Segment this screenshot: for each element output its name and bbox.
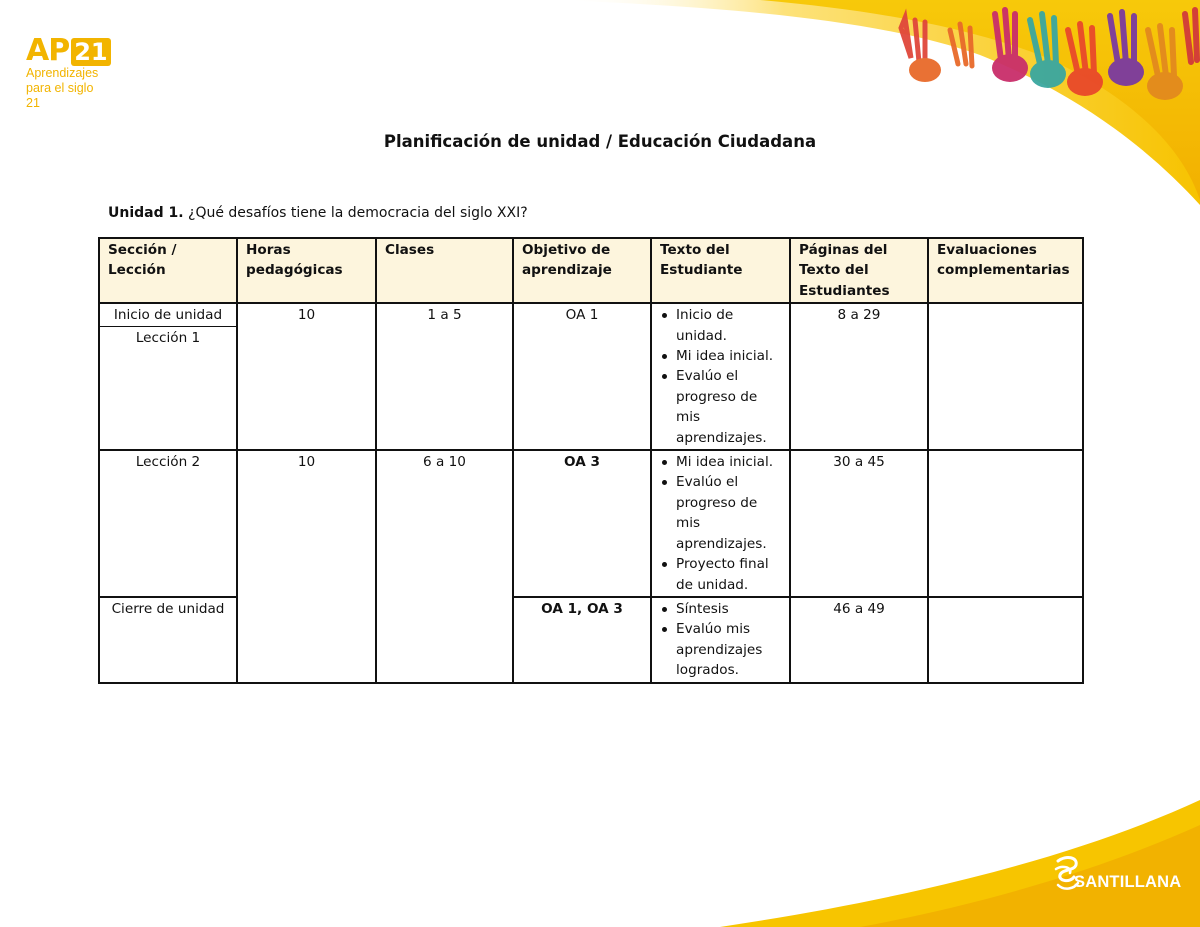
cell-pages: 8 a 29 (790, 303, 928, 450)
header-horas: Horas pedagógicas (237, 238, 376, 303)
table-header-row (99, 238, 1083, 303)
cell-evaluations (928, 597, 1083, 683)
list-item: Evalúo el progreso de mis aprendizajes. (674, 366, 781, 448)
logo-ap-mark: AP (26, 33, 70, 68)
unit-plan-table (98, 237, 1084, 684)
unit-heading (108, 205, 528, 221)
cell-section: Lección 2 (99, 450, 237, 597)
list-item: Mi idea inicial. (674, 346, 781, 366)
cell-objective: OA 1 (513, 303, 651, 450)
cell-texto (651, 303, 790, 450)
cell-evaluations (928, 450, 1083, 597)
santillana-logo (1052, 855, 1182, 901)
cell-hours: 10 (237, 450, 376, 682)
unit-label: Unidad 1. (108, 205, 184, 221)
header-clases: Clases (376, 238, 513, 303)
cell-objective: OA 3 (513, 450, 651, 597)
cell-pages: 30 a 45 (790, 450, 928, 597)
header-texto: Texto del Estudiante (651, 238, 790, 303)
document-title: Planificación de unidad / Educación Ciudadana (383, 132, 817, 151)
ap21-logo (26, 30, 106, 111)
cell-classes: 6 a 10 (376, 450, 513, 682)
list-item: Evalúo el progreso de mis aprendizajes. (674, 472, 781, 554)
cell-section (99, 303, 237, 450)
table-row (99, 303, 1083, 450)
header-evaluaciones: Evaluaciones complementarias (928, 238, 1083, 303)
list-item: Inicio de unidad. (674, 305, 781, 346)
cell-evaluations (928, 303, 1083, 450)
cell-pages: 46 a 49 (790, 597, 928, 683)
cell-texto (651, 450, 790, 597)
cell-section: Cierre de unidad (99, 597, 237, 683)
list-item: Proyecto final de unidad. (674, 554, 781, 595)
santillana-wordmark: SANTILLANA (1074, 873, 1182, 891)
header-seccion: Sección / Lección (99, 238, 237, 303)
cell-classes: 1 a 5 (376, 303, 513, 450)
list-item: Síntesis (674, 599, 781, 619)
logo-21-mark: 21 (71, 38, 110, 66)
logo-tagline-1: Aprendizajes (26, 66, 99, 80)
list-item: Mi idea inicial. (674, 452, 781, 472)
unit-question: ¿Qué desafíos tiene la democracia del siglo XXI? (188, 205, 528, 221)
header-paginas: Páginas del Texto del Estudiantes (790, 238, 928, 303)
cell-texto (651, 597, 790, 683)
logo-tagline-2: para el siglo 21 (26, 81, 94, 110)
header-objetivo: Objetivo de aprendizaje (513, 238, 651, 303)
table-row (99, 450, 1083, 597)
section-label: Inicio de unidad (100, 305, 236, 326)
cell-hours: 10 (237, 303, 376, 450)
cell-objective: OA 1, OA 3 (513, 597, 651, 683)
section-label: Lección 1 (135, 329, 201, 346)
list-item: Evalúo mis aprendizajes logrados. (674, 619, 781, 680)
